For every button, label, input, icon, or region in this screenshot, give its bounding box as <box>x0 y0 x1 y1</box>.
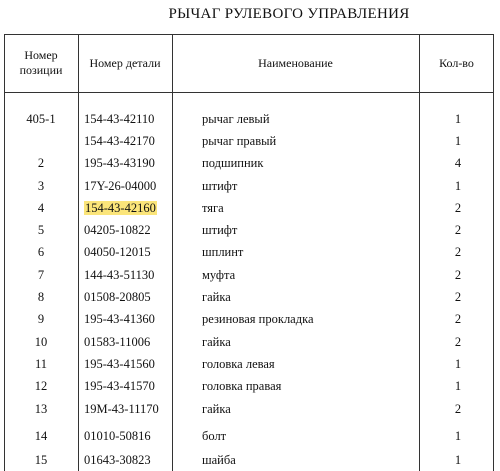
part-number-text: 01643-30823 <box>84 453 151 467</box>
position-cell: 405-1 <box>26 112 56 126</box>
position-cell: 2 <box>37 156 45 170</box>
table-row <box>0 331 500 353</box>
name-cell: подшипник <box>202 156 264 170</box>
name-cell: муфта <box>202 268 236 282</box>
part-number-cell <box>84 175 156 197</box>
table-row <box>0 175 500 197</box>
part-number-text: 195-43-43190 <box>84 156 155 170</box>
header-qty: Кол-во <box>439 55 474 70</box>
part-number-text: 154-43-42110 <box>84 112 155 126</box>
part-number-cell <box>84 130 155 152</box>
qty-cell: 2 <box>454 245 462 259</box>
position-cell: 13 <box>34 402 48 416</box>
table-row <box>0 425 500 447</box>
part-number-text: 154-43-42170 <box>84 134 155 148</box>
part-number-cell <box>84 331 150 353</box>
position-cell: 5 <box>37 223 45 237</box>
header-position: Номер позиции <box>19 48 63 77</box>
name-cell: штифт <box>202 223 238 237</box>
part-number-text: 04205-10822 <box>84 223 151 237</box>
qty-cell: 2 <box>454 402 462 416</box>
part-number-cell <box>84 353 155 375</box>
table-row <box>0 197 500 219</box>
page-title: РЫЧАГ РУЛЕВОГО УПРАВЛЕНИЯ <box>168 6 410 22</box>
part-number-text: 01508-20805 <box>84 290 151 304</box>
position-cell: 12 <box>34 379 48 393</box>
header-name: Наименование <box>258 55 333 70</box>
qty-cell: 1 <box>454 453 462 467</box>
part-number-cell <box>84 286 151 308</box>
part-number-text: 01583-11006 <box>84 335 151 349</box>
name-cell: тяга <box>202 201 224 215</box>
qty-cell: 2 <box>454 312 462 326</box>
name-cell: рычаг правый <box>202 134 277 148</box>
name-cell: рычаг левый <box>202 112 270 126</box>
name-cell: гайка <box>202 290 231 304</box>
name-cell: шплинт <box>202 245 244 259</box>
part-number-cell <box>84 264 154 286</box>
name-cell: шайба <box>202 453 236 467</box>
table-row <box>0 130 500 152</box>
qty-cell: 2 <box>454 335 462 349</box>
table-row <box>0 286 500 308</box>
name-cell: штифт <box>202 179 238 193</box>
qty-cell: 4 <box>454 156 462 170</box>
table-row <box>0 449 500 471</box>
part-number-cell <box>84 425 151 447</box>
name-cell: болт <box>202 429 227 443</box>
part-number-text: 195-43-41560 <box>84 357 155 371</box>
position-cell: 3 <box>37 179 45 193</box>
name-cell: резиновая прокладка <box>202 312 314 326</box>
position-cell: 4 <box>37 201 45 215</box>
position-cell: 15 <box>34 453 48 467</box>
position-cell: 8 <box>37 290 45 304</box>
table-row <box>0 241 500 263</box>
part-number-text: 154-43-42160 <box>85 201 156 215</box>
part-number-cell <box>84 308 155 330</box>
qty-cell: 1 <box>454 112 462 126</box>
part-number-cell <box>84 152 155 174</box>
part-number-cell <box>84 398 159 420</box>
table-row <box>0 375 500 397</box>
position-cell: 10 <box>34 335 48 349</box>
part-number-cell <box>84 449 151 471</box>
qty-cell: 1 <box>454 357 462 371</box>
part-number-cell <box>84 197 157 219</box>
name-cell: головка правая <box>202 379 282 393</box>
table-row <box>0 308 500 330</box>
part-number-cell <box>84 241 151 263</box>
part-number-text: 04050-12015 <box>84 245 151 259</box>
position-cell: 9 <box>37 312 45 326</box>
qty-cell: 1 <box>454 134 462 148</box>
qty-cell: 2 <box>454 223 462 237</box>
table-row <box>0 108 500 130</box>
position-cell: 7 <box>37 268 45 282</box>
qty-cell: 1 <box>454 429 462 443</box>
part-number-cell <box>84 108 154 130</box>
qty-cell: 1 <box>454 179 462 193</box>
table-row <box>0 152 500 174</box>
name-cell: гайка <box>202 335 231 349</box>
part-number-cell <box>84 375 155 397</box>
position-cell: 14 <box>34 429 48 443</box>
part-number-cell <box>84 219 151 241</box>
name-cell: гайка <box>202 402 231 416</box>
qty-cell: 2 <box>454 201 462 215</box>
header-part-number: Номер детали <box>89 55 161 70</box>
name-cell: головка левая <box>202 357 275 371</box>
qty-cell: 2 <box>454 268 462 282</box>
part-number-text: 19M-43-11170 <box>84 402 159 416</box>
table-row <box>0 264 500 286</box>
part-number-text: 144-43-51130 <box>84 268 155 282</box>
table-row <box>0 353 500 375</box>
qty-cell: 1 <box>454 379 462 393</box>
qty-cell: 2 <box>454 290 462 304</box>
table-row <box>0 219 500 241</box>
position-cell: 6 <box>37 245 45 259</box>
table-row <box>0 398 500 420</box>
position-cell: 11 <box>34 357 48 371</box>
part-number-text: 17Y-26-04000 <box>84 179 157 193</box>
part-number-text: 195-43-41570 <box>84 379 155 393</box>
part-number-text: 195-43-41360 <box>84 312 155 326</box>
part-number-text: 01010-50816 <box>84 429 151 443</box>
